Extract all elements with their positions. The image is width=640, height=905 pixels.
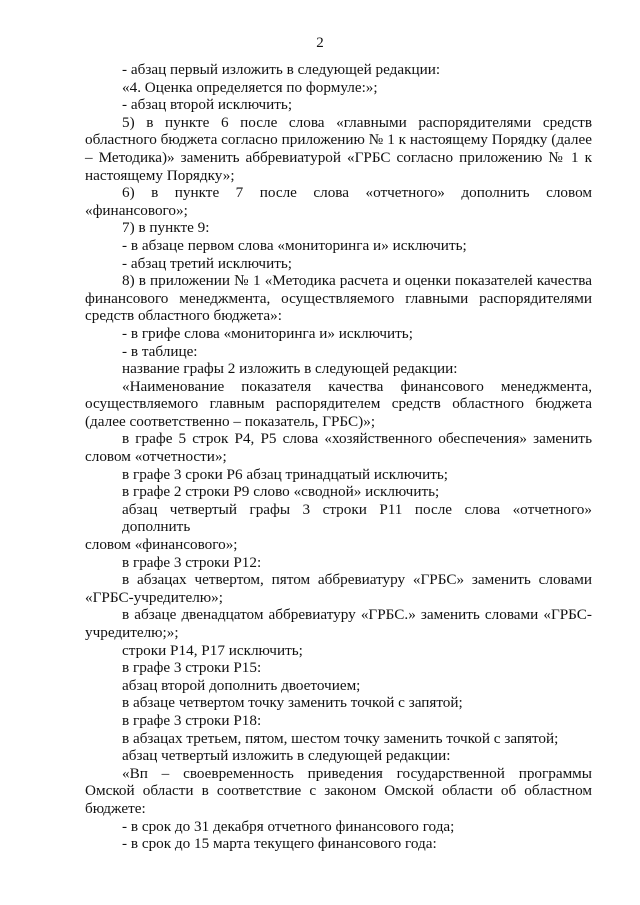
text-line: - абзац второй исключить; xyxy=(122,96,293,114)
text-line: в графе 3 строки Р15: xyxy=(122,659,262,677)
text-line: «Вп – своевременность приведения государственной программы xyxy=(122,764,592,782)
text-line: 5) в пункте 6 после слова «главными распорядителями средств xyxy=(122,113,592,131)
text-line: словом «финансового»; xyxy=(85,536,238,554)
text-line: - абзац третий исключить; xyxy=(122,254,292,272)
text-line: абзац четвертый изложить в следующей редакции: xyxy=(122,747,451,765)
text-line: абзац четвертый графы 3 строки Р11 после слова «отчетного» дополнить xyxy=(122,500,592,536)
text-line: 8) в приложении № 1 «Методика расчета и оценки показателей качества xyxy=(122,272,592,290)
text-line: финансового менеджмента, осуществляемого главными распорядителями xyxy=(85,289,592,307)
text-line: осуществляемого главным распорядителем средств областного бюджета xyxy=(85,395,592,413)
text-line: «финансового»; xyxy=(85,201,188,219)
text-line: областного бюджета согласно приложению № 1 к настоящему Порядку (далее xyxy=(85,131,592,149)
text-line: «ГРБС-учредителю»; xyxy=(85,588,223,606)
text-line: - в срок до 15 марта текущего финансового года: xyxy=(122,835,437,853)
text-line: абзац второй дополнить двоеточием; xyxy=(122,676,361,694)
text-line: 6) в пункте 7 после слова «отчетного» дополнить словом xyxy=(122,184,592,202)
document-body xyxy=(85,61,592,853)
text-line: в графе 3 строки Р12: xyxy=(122,553,262,571)
text-line: Омской области в соответствие с законом Омской области об областном xyxy=(85,782,592,800)
text-line: в абзацах четвертом, пятом аббревиатуру «ГРБС» заменить словами xyxy=(122,571,592,589)
text-line: - в абзаце первом слова «мониторинга и» исключить; xyxy=(122,236,467,254)
text-line: в графе 5 строк Р4, Р5 слова «хозяйственного обеспечения» заменить xyxy=(122,430,592,448)
text-line: учредителю;»; xyxy=(85,624,179,641)
text-line: средств областного бюджета»: xyxy=(85,307,282,325)
text-line: название графы 2 изложить в следующей редакции: xyxy=(122,360,458,378)
text-line: – Методика)» заменить аббревиатурой «ГРБС согласно приложению № 1 к xyxy=(85,148,592,166)
text-line: бюджете: xyxy=(85,799,146,817)
text-line: 7) в пункте 9: xyxy=(122,219,210,237)
text-line: в графе 3 сроки Р6 абзац тринадцатый исключить; xyxy=(122,465,449,483)
text-line: в абзацах третьем, пятом, шестом точку заменить точкой с запятой; xyxy=(122,729,559,747)
text-line: в графе 3 строки Р18: xyxy=(122,711,262,729)
page-number: 2 xyxy=(316,35,324,51)
text-line: словом «отчетности»; xyxy=(85,448,227,466)
text-line: «4. Оценка определяется по формуле:»; xyxy=(122,78,378,96)
text-line: в абзаце двенадцатом аббревиатуру «ГРБС.» заменить словами «ГРБС- xyxy=(122,606,592,624)
text-line: в абзаце четвертом точку заменить точкой с запятой; xyxy=(122,694,463,712)
text-line: строки Р14, Р17 исключить; xyxy=(122,641,303,659)
text-line: в графе 2 строки Р9 слово «сводной» исключить; xyxy=(122,483,440,501)
text-line: - в таблице: xyxy=(122,342,198,360)
text-line: - в срок до 31 декабря отчетного финансового года; xyxy=(122,817,455,835)
text-line: - абзац первый изложить в следующей редакции: xyxy=(122,61,441,78)
text-line: настоящему Порядку»; xyxy=(85,166,235,184)
text-line: - в грифе слова «мониторинга и» исключить; xyxy=(122,324,413,342)
text-line: (далее соответственно – показатель, ГРБС)»; xyxy=(85,412,376,430)
text-line: «Наименование показателя качества финансового менеджмента, xyxy=(122,377,592,395)
